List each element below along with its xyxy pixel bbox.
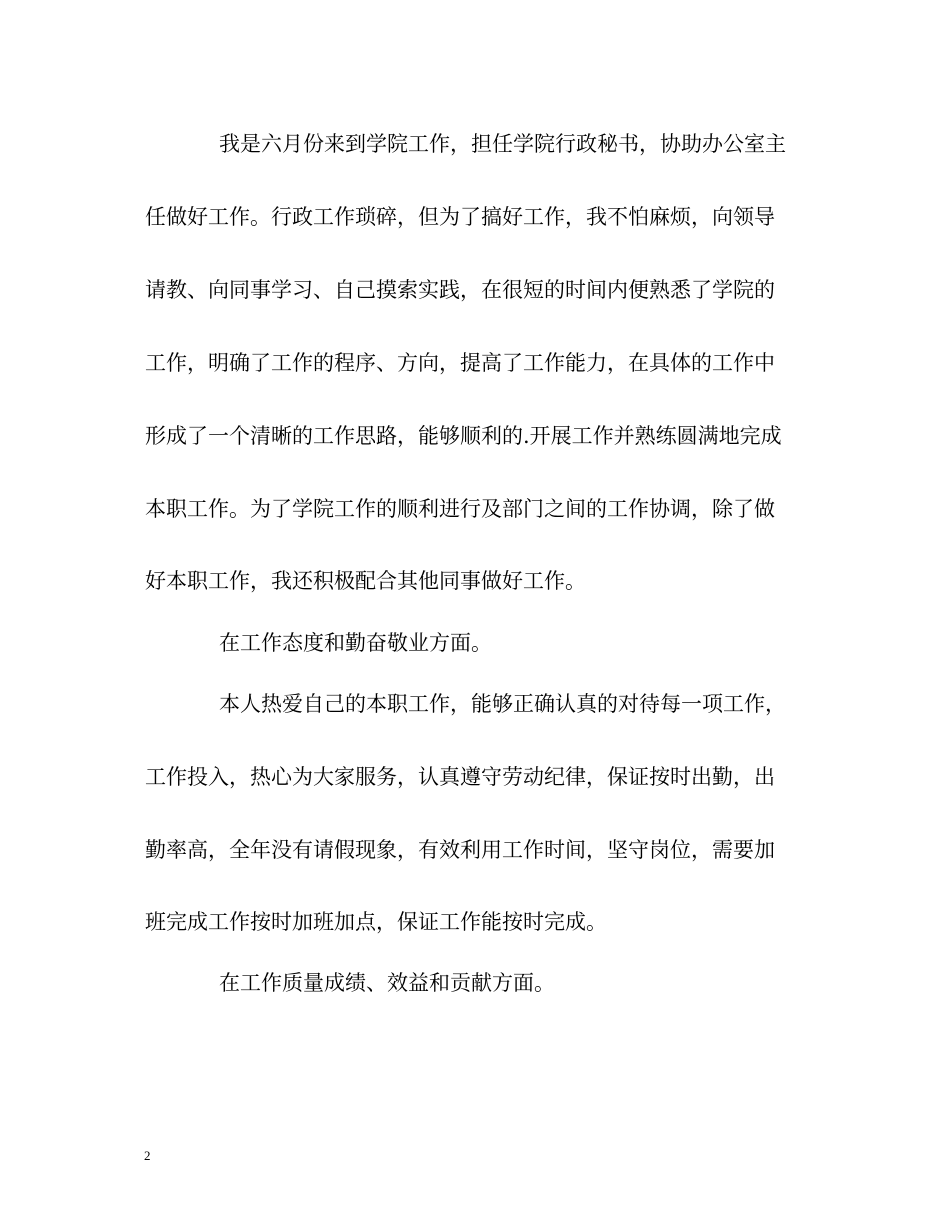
paragraph-line: 工作，明确了工作的程序、方向，提高了工作能力，在具体的工作中	[145, 351, 775, 375]
section-heading-line: 在工作态度和勤奋敬业方面。	[219, 631, 492, 655]
paragraph-line: 任做好工作。行政工作琐碎，但为了搞好工作，我不怕麻烦，向领导	[145, 205, 775, 229]
section-heading-line: 在工作质量成绩、效益和贡献方面。	[219, 971, 555, 995]
paragraph-line: 本职工作。为了学院工作的顺利进行及部门之间的工作协调，除了做	[145, 497, 775, 521]
paragraph-line: 工作投入，热心为大家服务，认真遵守劳动纪律，保证按时出勤，出	[145, 765, 775, 789]
paragraph-line: 勤率高，全年没有请假现象，有效利用工作时间，坚守岗位，需要加	[145, 838, 775, 862]
paragraph-line: 我是六月份来到学院工作，担任学院行政秘书，协助办公室主	[219, 132, 786, 156]
paragraph-line: 班完成工作按时加班加点，保证工作能按时完成。	[145, 910, 607, 934]
paragraph-line: 形成了一个清晰的工作思路，能够顺利的.开展工作并熟练圆满地完成	[145, 424, 782, 448]
page-number: 2	[144, 1148, 151, 1163]
paragraph-line: 好本职工作，我还积极配合其他同事做好工作。	[145, 569, 586, 593]
paragraph-line: 请教、向同事学习、自己摸索实践，在很短的时间内便熟悉了学院的	[145, 278, 775, 302]
paragraph-line: 本人热爱自己的本职工作，能够正确认真的对待每一项工作，	[219, 692, 786, 716]
